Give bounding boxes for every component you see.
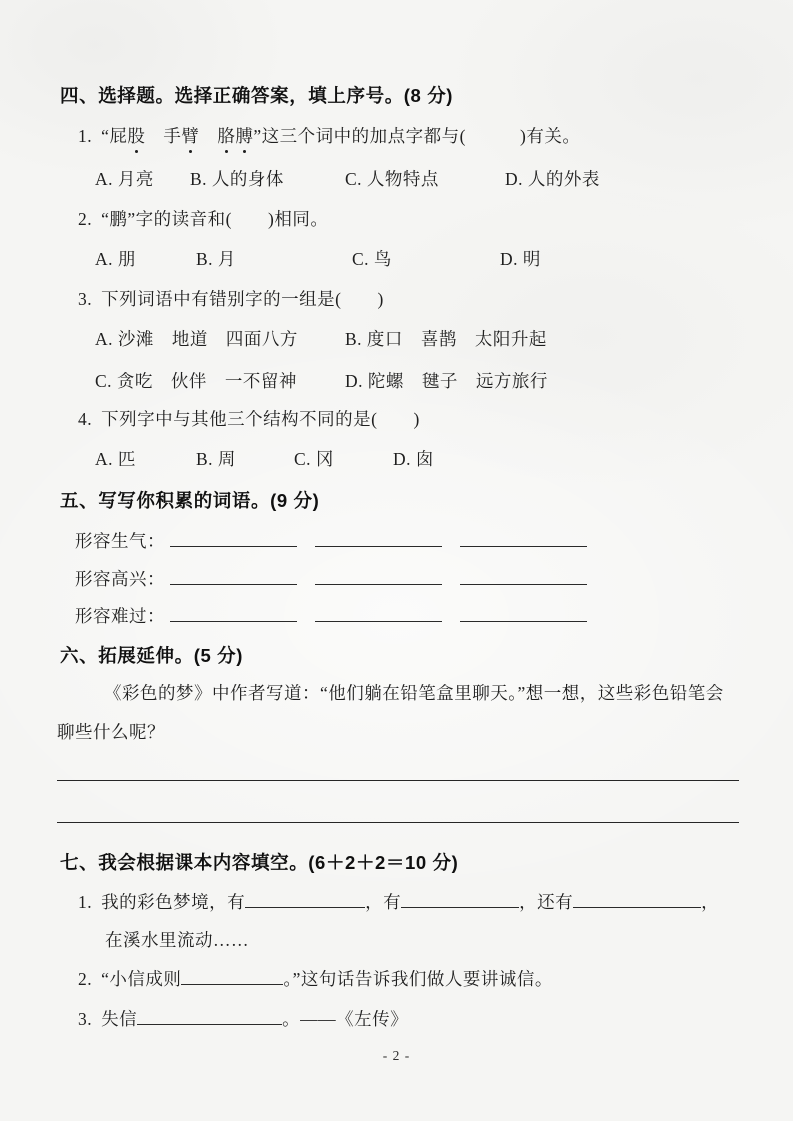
question-text: ， xyxy=(701,891,720,912)
question-text: “小信成则 xyxy=(101,968,182,989)
blank-underline xyxy=(573,889,701,908)
question-text xyxy=(199,126,217,146)
answer-line xyxy=(57,780,739,781)
question-7-3 xyxy=(78,1006,408,1031)
option-d: D. 囱 xyxy=(393,449,434,469)
option-b: B. 人的身体 xyxy=(190,169,284,189)
option-d: D. 明 xyxy=(500,249,541,269)
blank-underline xyxy=(315,566,442,585)
blank-underline xyxy=(401,889,519,908)
word-row-sad xyxy=(75,603,587,628)
question-7-2 xyxy=(78,966,553,991)
question-text: 下列词语中有错别字的一组是( ) xyxy=(101,289,384,309)
question-7-1-continuation: 在溪水里流动…… xyxy=(105,930,249,950)
question-text: ，有 xyxy=(365,891,402,912)
blank-underline xyxy=(315,528,442,547)
question-text: 下列字中与其他三个结构不同的是( ) xyxy=(101,409,420,429)
question-text: ”这三个词中的加点字都与( )有关。 xyxy=(253,126,581,146)
section-4-heading: 四、选择题。选择正确答案，填上序号。(8 分) xyxy=(60,85,454,106)
question-4-2 xyxy=(78,207,328,231)
blank-underline xyxy=(245,889,365,908)
question-text: 。”这句话告诉我们做人要讲诚信。 xyxy=(283,968,553,989)
option-b: B. 月 xyxy=(196,249,236,269)
blank-underline xyxy=(170,566,297,585)
section-6-heading: 六、拓展延伸。(5 分) xyxy=(60,645,243,666)
dotted-char: 膊 xyxy=(235,126,254,146)
question-number: 4. xyxy=(78,409,93,429)
question-number: 1. xyxy=(78,126,93,146)
question-number: 1. xyxy=(78,891,93,912)
question-number: 3. xyxy=(78,1008,93,1029)
question-text: 。——《左传》 xyxy=(282,1008,409,1029)
blank-underline xyxy=(137,1006,282,1025)
dotted-char: 股 xyxy=(127,126,146,146)
question-text: 手 xyxy=(145,126,182,146)
option-a: A. 沙滩 地道 四面八方 xyxy=(95,329,298,349)
option-c: C. 人物特点 xyxy=(345,169,439,189)
question-text: “鹏”字的读音和( )相同。 xyxy=(101,209,329,229)
word-row-happy xyxy=(75,566,587,591)
page-number: - 2 - xyxy=(382,1048,411,1063)
option-a: A. 月亮 xyxy=(95,169,154,189)
blank-underline xyxy=(460,603,587,622)
option-d: D. 陀螺 毽子 远方旅行 xyxy=(345,371,548,391)
question-4-3 xyxy=(78,287,384,311)
section-5-heading: 五、写写你积累的词语。(9 分) xyxy=(60,490,320,511)
option-b: B. 周 xyxy=(196,449,236,469)
blank-underline xyxy=(460,528,587,547)
option-c: C. 贪吃 伙伴 一不留神 xyxy=(95,371,297,391)
question-text: “屁 xyxy=(101,126,128,146)
extension-paragraph: 《彩色的梦》中作者写道：“他们躺在铅笔盒里聊天。”想一想，这些彩色铅笔会聊些什么呢？ xyxy=(57,683,724,742)
dotted-char: 臂 xyxy=(181,126,200,146)
blank-underline xyxy=(460,566,587,585)
blank-underline xyxy=(315,603,442,622)
option-b: B. 度口 喜鹊 太阳升起 xyxy=(345,329,547,349)
option-c: C. 鸟 xyxy=(352,249,392,269)
dotted-char: 胳 xyxy=(217,126,236,146)
question-text: 失信 xyxy=(101,1008,138,1029)
question-number: 2. xyxy=(78,209,93,229)
question-text: 我的彩色梦境，有 xyxy=(101,891,246,912)
section-7-heading: 七、我会根据课本内容填空。(6＋2＋2＝10 分) xyxy=(60,852,459,873)
row-label: 形容高兴： xyxy=(75,568,165,589)
blank-underline xyxy=(170,603,297,622)
question-7-1 xyxy=(78,889,719,914)
blank-underline xyxy=(181,966,283,985)
answer-line xyxy=(57,822,739,823)
option-a: A. 朋 xyxy=(95,249,136,269)
word-row-angry xyxy=(75,528,587,553)
question-number: 2. xyxy=(78,968,93,989)
question-4-1 xyxy=(78,124,580,148)
row-label: 形容生气： xyxy=(75,530,165,551)
row-label: 形容难过： xyxy=(75,605,165,626)
option-c: C. 冈 xyxy=(294,449,334,469)
question-text: ，还有 xyxy=(519,891,574,912)
question-number: 3. xyxy=(78,289,93,309)
option-a: A. 匹 xyxy=(95,449,136,469)
question-4-4 xyxy=(78,407,420,431)
blank-underline xyxy=(170,528,297,547)
option-d: D. 人的外表 xyxy=(505,169,600,189)
